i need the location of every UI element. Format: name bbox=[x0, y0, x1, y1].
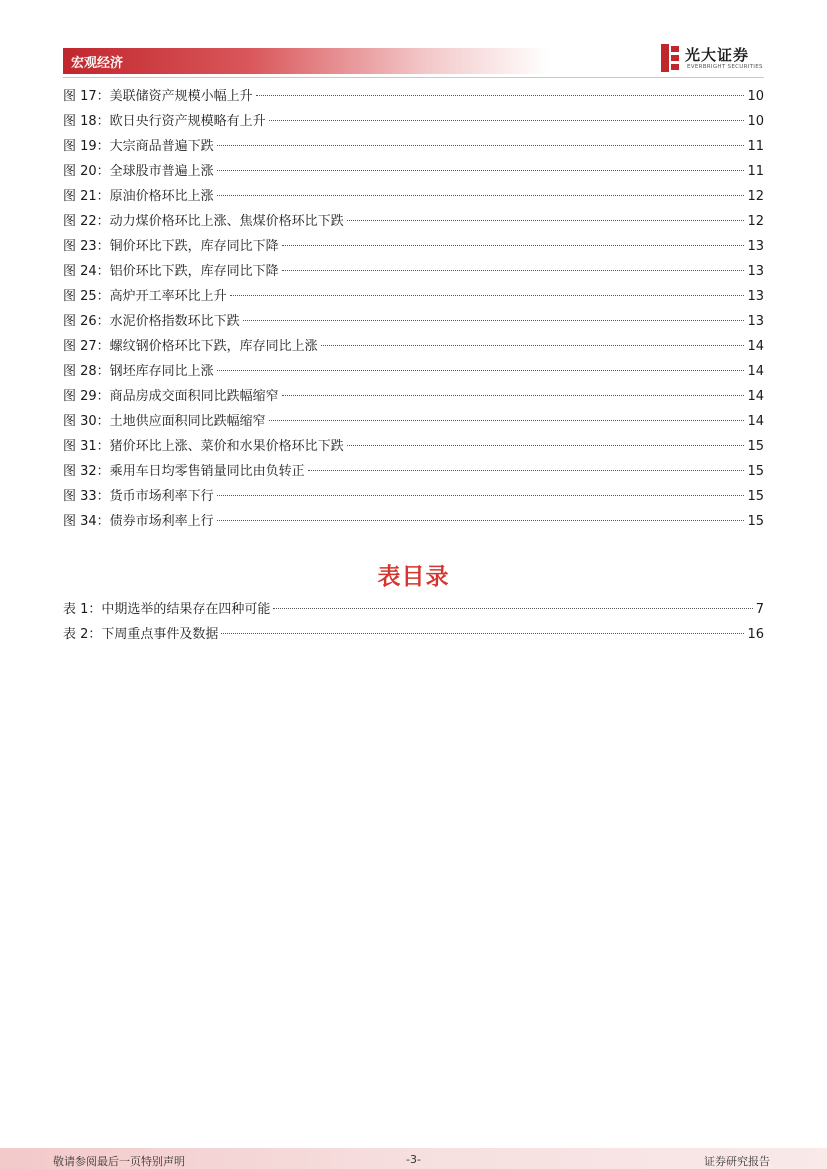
toc-entry[interactable] bbox=[63, 284, 764, 309]
toc-entry[interactable] bbox=[63, 384, 764, 409]
toc-entry-label[interactable]: 表 2：下周重点事件及数据 bbox=[63, 627, 219, 642]
toc-leader-dots bbox=[217, 170, 745, 171]
toc-leader-dots bbox=[347, 220, 745, 221]
toc-entry-page[interactable]: 14 bbox=[747, 339, 764, 354]
toc-entry-page[interactable]: 15 bbox=[747, 489, 764, 504]
toc-entry[interactable] bbox=[63, 234, 764, 259]
toc-entry-page[interactable]: 13 bbox=[747, 314, 764, 329]
toc-entry[interactable] bbox=[63, 459, 764, 484]
toc-entry-page[interactable]: 14 bbox=[747, 364, 764, 379]
toc-entry[interactable] bbox=[63, 484, 764, 509]
toc-leader-dots bbox=[217, 520, 745, 521]
toc-entry-label[interactable]: 图 32：乘用车日均零售销量同比由负转正 bbox=[63, 464, 305, 479]
toc-leader-dots bbox=[217, 370, 745, 371]
toc-entry-label[interactable]: 图 19：大宗商品普遍下跌 bbox=[63, 139, 214, 154]
toc-leader-dots bbox=[217, 495, 745, 496]
toc-entry[interactable] bbox=[63, 209, 764, 234]
toc-entry-page[interactable]: 10 bbox=[747, 89, 764, 104]
toc-entry[interactable] bbox=[63, 622, 764, 647]
toc-entry-page[interactable]: 13 bbox=[747, 264, 764, 279]
toc-entry[interactable] bbox=[63, 109, 764, 134]
toc-entry-page[interactable]: 11 bbox=[747, 139, 764, 154]
toc-entry-label[interactable]: 图 22：动力煤价格环比上涨、焦煤价格环比下跌 bbox=[63, 214, 344, 229]
toc-entry-label[interactable]: 图 30：土地供应面积同比跌幅缩窄 bbox=[63, 414, 266, 429]
toc-entry-label[interactable]: 表 1：中期选举的结果存在四种可能 bbox=[63, 602, 271, 617]
toc-leader-dots bbox=[321, 345, 745, 346]
toc-entry-page[interactable]: 13 bbox=[747, 239, 764, 254]
toc-entry[interactable] bbox=[63, 184, 764, 209]
toc-leader-dots bbox=[243, 320, 745, 321]
toc-entry[interactable] bbox=[63, 509, 764, 534]
toc-entry-page[interactable]: 12 bbox=[747, 214, 764, 229]
toc-entry[interactable] bbox=[63, 134, 764, 159]
toc-entry-label[interactable]: 图 20：全球股市普遍上涨 bbox=[63, 164, 214, 179]
toc-entry-page[interactable]: 14 bbox=[747, 389, 764, 404]
toc-entry-page[interactable]: 16 bbox=[747, 627, 764, 642]
toc-entry[interactable] bbox=[63, 259, 764, 284]
toc-entry-page[interactable]: 11 bbox=[747, 164, 764, 179]
toc-leader-dots bbox=[282, 245, 745, 246]
toc-leader-dots bbox=[308, 470, 745, 471]
toc-entry-label[interactable]: 图 26：水泥价格指数环比下跌 bbox=[63, 314, 240, 329]
toc-entry[interactable] bbox=[63, 434, 764, 459]
toc-entry-label[interactable]: 图 17：美联储资产规模小幅上升 bbox=[63, 89, 253, 104]
header-divider bbox=[63, 77, 764, 78]
toc-leader-dots bbox=[217, 145, 745, 146]
footer-disclaimer: 敬请参阅最后一页特别声明 bbox=[53, 1155, 185, 1168]
header-band bbox=[63, 48, 550, 74]
toc-entry[interactable] bbox=[63, 359, 764, 384]
tables-section-title: 表目录 bbox=[377, 564, 450, 590]
toc-entry-page[interactable]: 13 bbox=[747, 289, 764, 304]
toc-entry[interactable] bbox=[63, 334, 764, 359]
toc-entry-page[interactable]: 14 bbox=[747, 414, 764, 429]
toc-leader-dots bbox=[230, 295, 745, 296]
toc-entry-page[interactable]: 12 bbox=[747, 189, 764, 204]
toc-entry-label[interactable]: 图 28：钢坯库存同比上涨 bbox=[63, 364, 214, 379]
logo-name: 光大证券 bbox=[685, 46, 750, 64]
toc-entry-label[interactable]: 图 27：螺纹钢价格环比下跌，库存同比上涨 bbox=[63, 339, 318, 354]
toc-entry-label[interactable]: 图 34：债券市场利率上行 bbox=[63, 514, 214, 529]
toc-entry[interactable] bbox=[63, 597, 764, 622]
toc-entry-page[interactable]: 10 bbox=[747, 114, 764, 129]
toc-entry[interactable] bbox=[63, 309, 764, 334]
toc-leader-dots bbox=[282, 270, 745, 271]
toc-entry-label[interactable]: 图 23：铜价环比下跌，库存同比下降 bbox=[63, 239, 279, 254]
footer-report-type: 证券研究报告 bbox=[704, 1155, 770, 1168]
everbright-logo-icon bbox=[661, 44, 681, 72]
toc-entry[interactable] bbox=[63, 409, 764, 434]
toc-entry-page[interactable]: 15 bbox=[747, 464, 764, 479]
toc-entry-page[interactable]: 15 bbox=[747, 514, 764, 529]
toc-entry[interactable] bbox=[63, 159, 764, 184]
tables-toc-list bbox=[63, 597, 764, 647]
toc-entry-label[interactable]: 图 21：原油价格环比上涨 bbox=[63, 189, 214, 204]
toc-leader-dots bbox=[217, 195, 745, 196]
page-number: -3- bbox=[406, 1153, 421, 1166]
company-logo bbox=[661, 44, 771, 74]
logo-name-en: EVERBRIGHT SECURITIES bbox=[687, 64, 763, 70]
section-label: 宏观经济 bbox=[71, 56, 124, 71]
toc-entry-page[interactable]: 15 bbox=[747, 439, 764, 454]
toc-entry[interactable] bbox=[63, 84, 764, 109]
toc-leader-dots bbox=[347, 445, 745, 446]
toc-entry-page[interactable]: 7 bbox=[755, 602, 764, 617]
toc-leader-dots bbox=[256, 95, 745, 96]
toc-entry-label[interactable]: 图 29：商品房成交面积同比跌幅缩窄 bbox=[63, 389, 279, 404]
toc-leader-dots bbox=[269, 120, 745, 121]
toc-leader-dots bbox=[282, 395, 745, 396]
toc-entry-label[interactable]: 图 31：猪价环比上涨、菜价和水果价格环比下跌 bbox=[63, 439, 344, 454]
toc-entry-label[interactable]: 图 18：欧日央行资产规模略有上升 bbox=[63, 114, 266, 129]
toc-entry-label[interactable]: 图 25：高炉开工率环比上升 bbox=[63, 289, 227, 304]
figures-toc-list bbox=[63, 84, 764, 534]
toc-leader-dots bbox=[221, 633, 744, 634]
toc-entry-label[interactable]: 图 24：铝价环比下跌，库存同比下降 bbox=[63, 264, 279, 279]
toc-leader-dots bbox=[273, 608, 752, 609]
toc-entry-label[interactable]: 图 33：货币市场利率下行 bbox=[63, 489, 214, 504]
toc-leader-dots bbox=[269, 420, 745, 421]
